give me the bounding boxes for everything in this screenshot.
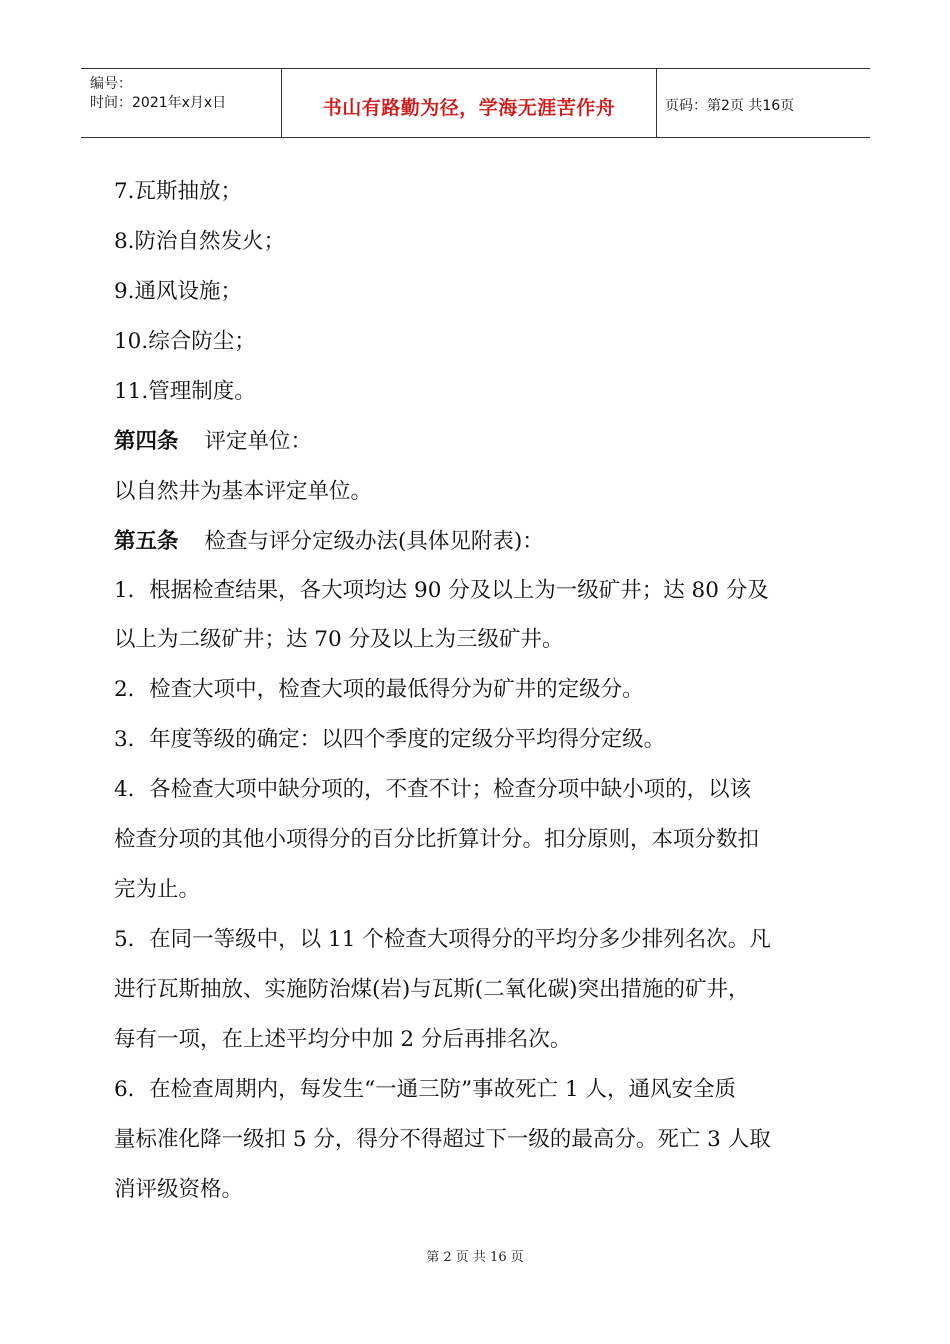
document-header bbox=[81, 68, 870, 138]
paragraph-line: 每有一项，在上述平均分中加 2 分后再排名次。 bbox=[114, 1027, 572, 1052]
list-item: 7.瓦斯抽放； bbox=[114, 179, 243, 204]
article-4-heading bbox=[114, 429, 312, 455]
paragraph-line: 3．年度等级的确定：以四个季度的定级分平均得分定级。 bbox=[114, 727, 666, 752]
list-item: 11.管理制度。 bbox=[114, 379, 256, 404]
paragraph-line: 检查分项的其他小项得分的百分比折算计分。扣分原则，本项分数扣 bbox=[114, 827, 760, 852]
paragraph-line: 1．根据检查结果，各大项均达 90 分及以上为一级矿井；达 80 分及 bbox=[114, 578, 769, 603]
header-motto-cell bbox=[281, 69, 657, 137]
list-item: 9.通风设施； bbox=[114, 279, 243, 304]
article-4-content: 以自然井为基本评定单位。 bbox=[114, 479, 373, 504]
paragraph-line: 消评级资格。 bbox=[114, 1177, 244, 1202]
list-item: 10.综合防尘； bbox=[114, 329, 256, 354]
paragraph-line: 6．在检查周期内，每发生“一通三防”事故死亡 1 人，通风安全质 bbox=[114, 1077, 737, 1102]
paragraph-line: 以上为二级矿井；达 70 分及以上为三级矿井。 bbox=[114, 627, 564, 652]
paragraph-line: 5．在同一等级中，以 11 个检查大项得分的平均分多少排列名次。凡 bbox=[114, 927, 771, 952]
document-time-label: 时间：2021年x月x日 bbox=[90, 95, 227, 111]
article-5-title: 第五条 bbox=[114, 529, 179, 554]
header-page-cell bbox=[657, 69, 870, 137]
article-5-heading bbox=[114, 529, 544, 555]
document-number-label: 编号： bbox=[90, 76, 132, 92]
header-page-info: 页码：第2页 共16页 bbox=[665, 98, 795, 114]
paragraph-line: 2．检查大项中，检查大项的最低得分为矿井的定级分。 bbox=[114, 677, 644, 702]
article-4-title: 第四条 bbox=[114, 429, 179, 454]
list-item: 8.防治自然发火； bbox=[114, 229, 286, 254]
paragraph-line: 量标准化降一级扣 5 分，得分不得超过下一级的最高分。死亡 3 人取 bbox=[114, 1127, 771, 1152]
page-footer: 第 2 页 共 16 页 bbox=[426, 1250, 524, 1265]
article-5-text: 检查与评分定级办法(具体见附表)： bbox=[204, 529, 544, 554]
article-4-text: 评定单位： bbox=[204, 429, 313, 454]
header-motto: 书山有路勤为径，学海无涯苦作舟 bbox=[322, 97, 616, 119]
header-meta-cell bbox=[81, 69, 281, 137]
paragraph-line: 4．各检查大项中缺分项的，不查不计；检查分项中缺小项的，以该 bbox=[114, 777, 752, 802]
paragraph-line: 完为止。 bbox=[114, 877, 201, 902]
paragraph-line: 进行瓦斯抽放、实施防治煤(岩)与瓦斯(二氧化碳)突出措施的矿井， bbox=[114, 977, 750, 1002]
